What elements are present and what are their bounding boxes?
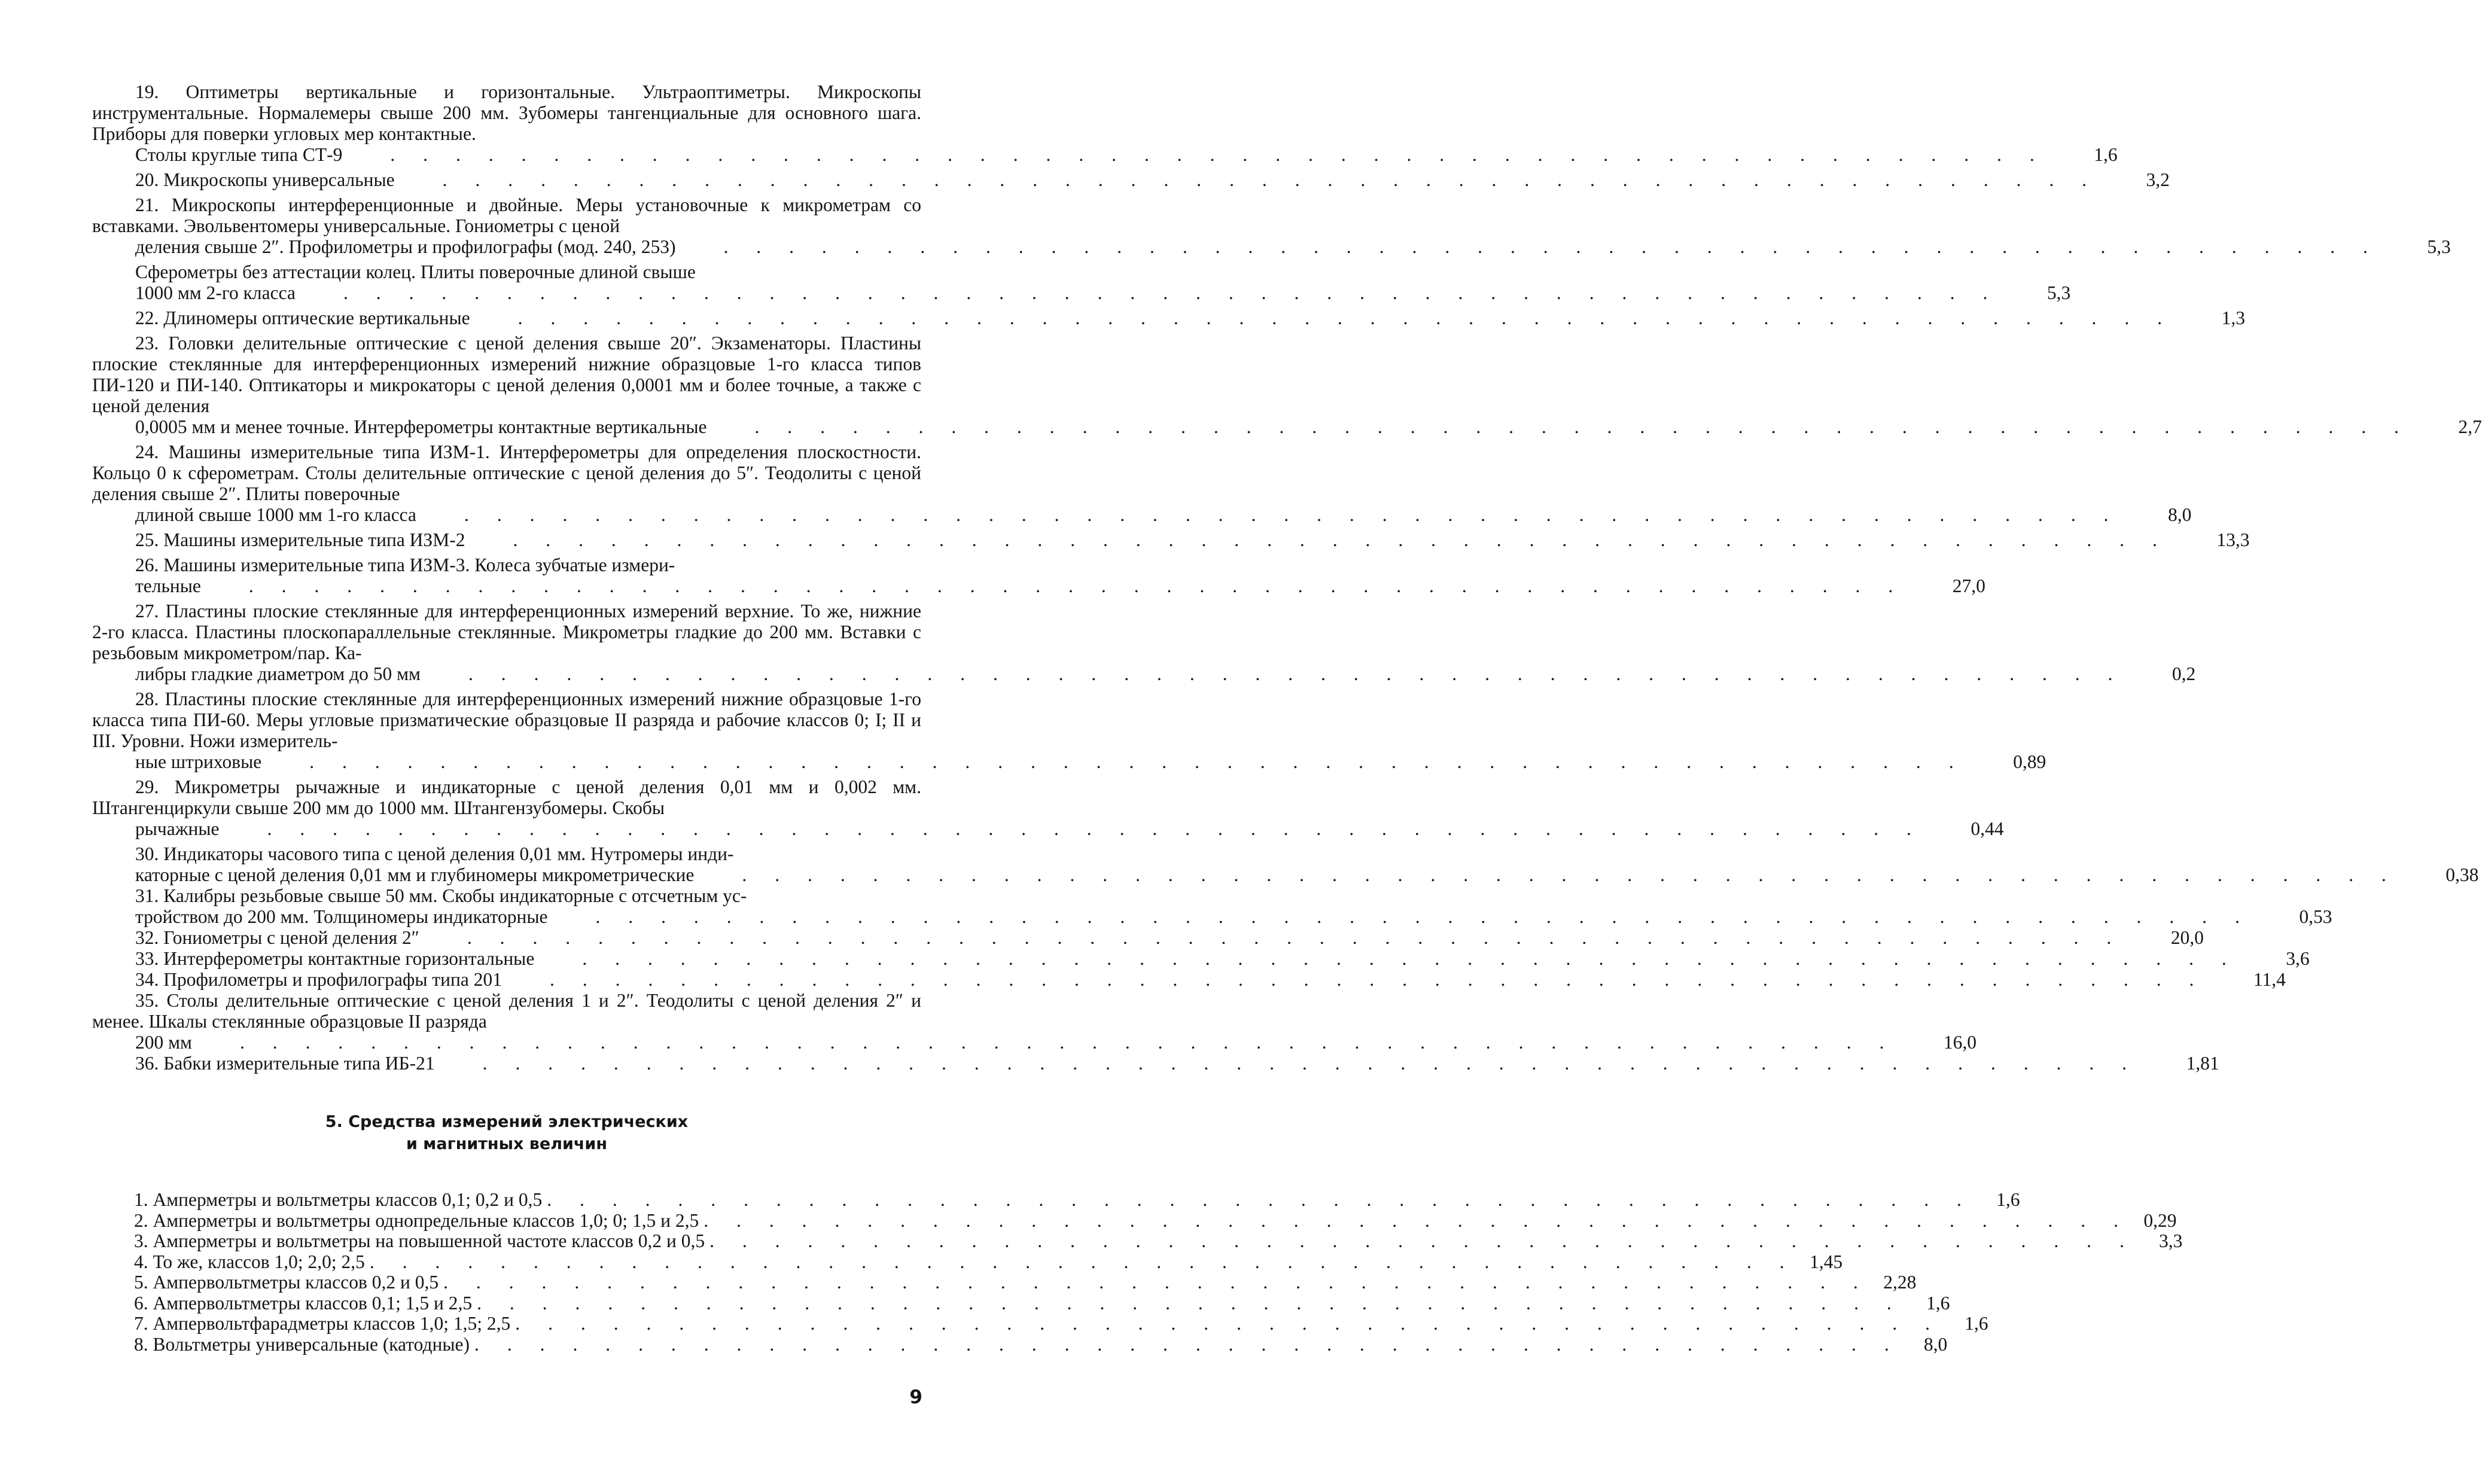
entry-last-line bbox=[92, 416, 2482, 437]
entry-text: 21. Микроскопы интерференционные и двойные. Меры установочные к микрометрам со вставками. Эвольвентомеры универсальные. Гониометры с ценой bbox=[92, 194, 921, 236]
list-item bbox=[134, 1292, 1950, 1314]
entry-tail: 200 мм bbox=[135, 1032, 192, 1053]
dot-leader: . . . . . . . . . . . . . . . . . . . . . . . . . . . . . . . . . . . . . . . . . . . . bbox=[704, 1209, 2130, 1231]
dot-leader: . . . . . . . . . . . . . . . . . . . . . . . . . . . . . . . . . . . . . . . . . . . . . . . . . . . bbox=[248, 575, 1905, 596]
item-value: 0,29 bbox=[2143, 1209, 2177, 1231]
dot-leader: . . . . . . . . . . . . . . . . . . . . . . . . . . . . . . . . . . . . . . . . . . . . . . . . . . . bbox=[467, 927, 2123, 948]
entry-value: 1,3 bbox=[2221, 307, 2245, 328]
entry-last-line bbox=[92, 307, 2245, 328]
entry-text: 31. Калибры резьбовые свыше 50 мм. Скобы индикаторные с отсчетным ус- bbox=[135, 885, 747, 906]
entry-last-line bbox=[92, 236, 2451, 257]
entry-text: 27. Пластины плоские стеклянные для интерференционных измерений верхние. То же, нижние 2-го класса. Пластины плоскопараллельные стеклянные. Микрометры гладкие до 200 мм. Вставки с резьбовым микрометром/пар. Ка- bbox=[92, 601, 921, 663]
list-item bbox=[134, 1189, 2020, 1211]
entry-19 bbox=[92, 81, 2118, 165]
entry-31 bbox=[92, 885, 2332, 927]
entry-value: 0,89 bbox=[2013, 751, 2046, 772]
entry-text: 24. Машины измерительные типа ИЗМ-1. Интерферометры для определения плоскостности. Кольцо 0 к сферометрам. Столы делительные оптические с ценой деления до 5″. Теодолиты с ценой деления свыше 2″. Плиты поверочные bbox=[92, 441, 921, 504]
entry-value: 27,0 bbox=[1952, 575, 1985, 596]
entry-last-line bbox=[92, 169, 2170, 190]
page-content bbox=[92, 81, 2482, 1355]
item-text: 4. То же, классов 1,0; 2,0; 2,5 bbox=[134, 1251, 365, 1272]
entry-value: 5,3 bbox=[2427, 236, 2451, 257]
entry-last-line bbox=[92, 282, 2071, 303]
dot-leader: . . . . . . . . . . . . . . . . . . . . . . . . . . . . . . . . . . . . . . . . . . . . . . . . . . . bbox=[482, 1053, 2139, 1074]
entry-21-spherometers bbox=[92, 261, 2071, 303]
item-value: 1,6 bbox=[1926, 1292, 1950, 1314]
entry-tail: рычажные bbox=[135, 818, 220, 839]
entry-last-line bbox=[92, 906, 2332, 927]
dot-leader: . . . . . . . . . . . . . . . . . . . . . . . . . . . . . . . . . . . . . . . . . . . . . . . . . . . bbox=[513, 529, 2169, 550]
item-value: 8,0 bbox=[1923, 1333, 1948, 1355]
page-number: 9 bbox=[909, 1387, 922, 1408]
dot-leader: . . . . . . . . . . . . . . . . . . . . . . . . . . . . . . . . . . . . . . . . . . . . . . . . . . . bbox=[723, 236, 2380, 257]
dot-leader: . . . . . . . . . . . . . . . . . . . . . . . . . . . . . . . . . . . . . . . . . . . . . . . . . . . bbox=[754, 416, 2411, 437]
entry-value: 11,4 bbox=[2253, 969, 2286, 990]
entry-value: 1,81 bbox=[2186, 1053, 2219, 1074]
entry-value: 0,38 bbox=[2446, 864, 2479, 885]
item-text: 7. Ампервольтфарадметры классов 1,0; 1,5; 2,5 bbox=[134, 1313, 511, 1334]
entry-22 bbox=[92, 307, 2245, 328]
entry-value: 3,6 bbox=[2286, 948, 2310, 969]
dot-leader: . . . . . . . . . . . . . . . . . . . . . . . . . . . . . . . . . . . . . . . . . . . . . . . . . . . bbox=[343, 282, 1999, 303]
entry-tail: деления свыше 2″. Профилометры и профилографы (мод. 240, 253) bbox=[135, 236, 676, 257]
entry-last-line bbox=[92, 864, 2479, 885]
item-value: 1,6 bbox=[1965, 1313, 1988, 1334]
entry-27 bbox=[92, 601, 2196, 684]
section-heading bbox=[92, 1111, 921, 1155]
entry-tail: 20. Микроскопы универсальные bbox=[135, 169, 395, 190]
dot-leader: . . . . . . . . . . . . . . . . . . . . . . . . . . . . . . . . . . . . . . . . . . . . . . . . . . . bbox=[595, 906, 2252, 927]
entry-value: 16,0 bbox=[1943, 1032, 1977, 1053]
entry-value: 20,0 bbox=[2170, 927, 2204, 948]
item-text: 2. Амперметры и вольтметры однопредельные классов 1,0; 0; 1,5 и 2,5 bbox=[134, 1209, 699, 1231]
section-heading-line-2: и магнитных величин bbox=[406, 1135, 608, 1153]
item-text: 6. Ампервольтметры классов 0,1; 1,5 и 2,5 bbox=[134, 1292, 473, 1314]
entry-last-line bbox=[92, 1053, 2219, 1074]
entry-33 bbox=[92, 948, 2310, 969]
dot-leader: . . . . . . . . . . . . . . . . . . . . . . . . . . . . . . . . . . . . . . . . . . . . . . . . . . . bbox=[240, 1032, 1896, 1053]
entry-text: 35. Столы делительные оптические с ценой деления 1 и 2″. Теодолиты с ценой деления 2″ и менее. Шкалы стеклянные образцовые II разряда bbox=[92, 990, 921, 1032]
entry-tail: тельные bbox=[135, 575, 201, 596]
list-item bbox=[134, 1209, 2177, 1232]
entry-text: 23. Головки делительные оптические с ценой деления свыше 20″. Экзаменаторы. Пластины плоские стеклянные для интерференционных измерений нижние образцовые 1-го класса типов ПИ-120 и ПИ-140. Оптикаторы и микрокаторы с ценой деления 0,0001 мм и более точные, а также с ценой деления bbox=[92, 333, 921, 416]
entry-text: 19. Оптиметры вертикальные и горизонтальные. Ультраоптиметры. Микроскопы инструментальные. Нормалемеры свыше 200 мм. Зубомеры тангенциальные для основного шага. Приборы для поверки угловых мер контактные. bbox=[92, 81, 921, 144]
entry-23 bbox=[92, 333, 2482, 437]
entry-value: 2,7 bbox=[2458, 416, 2482, 437]
entry-32 bbox=[92, 927, 2204, 948]
entry-value: 1,6 bbox=[2094, 144, 2118, 165]
entry-tail: 32. Гониометры с ценой деления 2″ bbox=[135, 927, 419, 948]
dot-leader: . . . . . . . . . . . . . . . . . . . . . . . . . . . . . . . . . . . . . . . . . . . . . . . . . . . bbox=[442, 169, 2099, 190]
entry-25 bbox=[92, 529, 2250, 550]
entry-tail: Столы круглые типа СТ-9 bbox=[135, 144, 343, 165]
entry-last-line bbox=[92, 575, 1985, 596]
entry-29 bbox=[92, 776, 2004, 839]
entry-tail: 0,0005 мм и менее точные. Интерферометры контактные вертикальные bbox=[135, 416, 707, 437]
entry-34 bbox=[92, 969, 2286, 990]
entry-value: 5,3 bbox=[2046, 282, 2071, 303]
entry-last-line bbox=[92, 751, 2046, 772]
entry-tail: каторные с ценой деления 0,01 мм и глубиномеры микрометрические bbox=[135, 864, 695, 885]
entry-20 bbox=[92, 169, 2170, 190]
entry-last-line bbox=[92, 144, 2118, 165]
dot-leader: . . . . . . . . . . . . . . . . . . . . . . . . . . . . . . . . . . . . . . . . . . . . bbox=[709, 1230, 2136, 1251]
item-text: 3. Амперметры и вольтметры на повышенной частоте классов 0,2 и 0,5 bbox=[134, 1230, 705, 1251]
item-value: 2,28 bbox=[1883, 1272, 1917, 1293]
entry-value: 0,44 bbox=[1971, 818, 2004, 839]
entry-36 bbox=[92, 1053, 2219, 1074]
entry-value: 0,53 bbox=[2299, 906, 2332, 927]
dot-leader: . . . . . . . . . . . . . . . . . . . . . . . . . . . . . . . . . . . . . . . . . . . . . . . . . . . bbox=[582, 948, 2239, 969]
entry-text: Сферометры без аттестации колец. Плиты поверочные длиной свыше bbox=[135, 261, 696, 282]
list-item bbox=[134, 1272, 1917, 1293]
entry-value: 3,2 bbox=[2146, 169, 2170, 190]
entry-tail: длиной свыше 1000 мм 1-го класса bbox=[135, 504, 417, 525]
entry-21 bbox=[92, 194, 2451, 257]
item-text: 8. Вольтметры универсальные (катодные) bbox=[134, 1333, 470, 1355]
section-heading-line-1: 5. Средства измерений электрических bbox=[325, 1113, 689, 1131]
entry-tail: 33. Интерферометры контактные горизонтальные bbox=[135, 948, 535, 969]
dot-leader: . . . . . . . . . . . . . . . . . . . . . . . . . . . . . . . . . . . . . . . . . . . . bbox=[474, 1333, 1901, 1355]
list-item bbox=[134, 1230, 2183, 1252]
entry-24 bbox=[92, 441, 2192, 525]
list-item bbox=[134, 1333, 1948, 1355]
dot-leader: . . . . . . . . . . . . . . . . . . . . . . . . . . . . . . . . . . . . . . . . . . . . bbox=[369, 1251, 1796, 1272]
entry-30 bbox=[92, 843, 2479, 885]
entry-last-line bbox=[92, 818, 2004, 839]
entry-last-line bbox=[92, 504, 2192, 525]
entry-tail: 34. Профилометры и профилографы типа 201 bbox=[135, 969, 503, 990]
item-value: 1,6 bbox=[1996, 1189, 2020, 1210]
entry-text: 26. Машины измерительные типа ИЗМ-3. Колеса зубчатые измери- bbox=[135, 554, 675, 575]
entry-tail: ные штриховые bbox=[135, 751, 262, 772]
entry-text: 29. Микрометры рычажные и индикаторные с ценой деления 0,01 мм и 0,002 мм. Штангенциркули свыше 200 мм до 1000 мм. Штангензубомеры. Скобы bbox=[92, 776, 921, 818]
entry-text: 28. Пластины плоские стеклянные для интерференционных измерений нижние образцовые 1-го класса типа ПИ-60. Меры угловые призматические образцовые II разряда и рабочие классов 0; I; II и III. Уровни. Ножи измеритель- bbox=[92, 688, 921, 751]
entry-tail: 25. Машины измерительные типа ИЗМ-2 bbox=[135, 529, 465, 550]
entry-last-line bbox=[92, 663, 2196, 684]
entry-26 bbox=[92, 554, 1985, 596]
entry-value: 13,3 bbox=[2216, 529, 2250, 550]
item-text: 5. Ампервольтметры классов 0,2 и 0,5 bbox=[134, 1272, 439, 1293]
dot-leader: . . . . . . . . . . . . . . . . . . . . . . . . . . . . . . . . . . . . . . . . . . . . . . . . . . . bbox=[390, 144, 2046, 165]
dot-leader: . . . . . . . . . . . . . . . . . . . . . . . . . . . . . . . . . . . . . . . . . . . . . . . . . . . bbox=[309, 751, 1966, 772]
entry-tail: 36. Бабки измерительные типа ИБ-21 bbox=[135, 1053, 435, 1074]
dot-leader: . . . . . . . . . . . . . . . . . . . . . . . . . . . . . . . . . . . . . . . . . . . . . . . . . . . bbox=[742, 864, 2398, 885]
entry-tail: тройством до 200 мм. Толщиномеры индикаторные bbox=[135, 906, 548, 927]
entry-tail: 22. Длиномеры оптические вертикальные bbox=[135, 307, 470, 328]
entry-28 bbox=[92, 688, 2046, 772]
entry-text: 30. Индикаторы часового типа с ценой деления 0,01 мм. Нутромеры инди- bbox=[135, 843, 734, 864]
item-text: 1. Амперметры и вольтметры классов 0,1; 0,2 и 0,5 bbox=[134, 1189, 543, 1210]
dot-leader: . . . . . . . . . . . . . . . . . . . . . . . . . . . . . . . . . . . . . . . . . . . . . . . . . . . bbox=[267, 818, 1923, 839]
dot-leader: . . . . . . . . . . . . . . . . . . . . . . . . . . . . . . . . . . . . . . . . . . . . . . . . . . . bbox=[517, 307, 2174, 328]
entry-tail: 1000 мм 2-го класса bbox=[135, 282, 296, 303]
entry-35 bbox=[92, 990, 1977, 1053]
entry-last-line bbox=[92, 927, 2204, 948]
entry-value: 8,0 bbox=[2167, 504, 2192, 525]
dot-leader: . . . . . . . . . . . . . . . . . . . . . . . . . . . . . . . . . . . . . . . . . . . . . . . . . . . bbox=[550, 969, 2206, 990]
entry-last-line bbox=[92, 529, 2250, 550]
list-item bbox=[134, 1313, 1988, 1334]
list-item bbox=[134, 1251, 1843, 1273]
entry-value: 0,2 bbox=[2172, 663, 2196, 684]
dot-leader: . . . . . . . . . . . . . . . . . . . . . . . . . . . . . . . . . . . . . . . . . . . . bbox=[547, 1189, 1974, 1210]
section-5-list bbox=[92, 1189, 2183, 1355]
dot-leader: . . . . . . . . . . . . . . . . . . . . . . . . . . . . . . . . . . . . . . . . . . . . bbox=[443, 1272, 1870, 1293]
item-value: 1,45 bbox=[1810, 1251, 1843, 1272]
dot-leader: . . . . . . . . . . . . . . . . . . . . . . . . . . . . . . . . . . . . . . . . . . . . . . . . . . . bbox=[468, 663, 2124, 684]
entry-last-line bbox=[92, 948, 2310, 969]
dot-leader: . . . . . . . . . . . . . . . . . . . . . . . . . . . . . . . . . . . . . . . . . . . . bbox=[477, 1292, 1904, 1314]
dot-leader: . . . . . . . . . . . . . . . . . . . . . . . . . . . . . . . . . . . . . . . . . . . . . . . . . . . bbox=[464, 504, 2120, 525]
entry-last-line bbox=[92, 1032, 1977, 1053]
item-value: 3,3 bbox=[2158, 1230, 2183, 1251]
entry-tail: либры гладкие диаметром до 50 мм bbox=[135, 663, 421, 684]
dot-leader: . . . . . . . . . . . . . . . . . . . . . . . . . . . . . . . . . . . . . . . . . . . . bbox=[515, 1313, 1942, 1334]
entry-last-line bbox=[92, 969, 2286, 990]
